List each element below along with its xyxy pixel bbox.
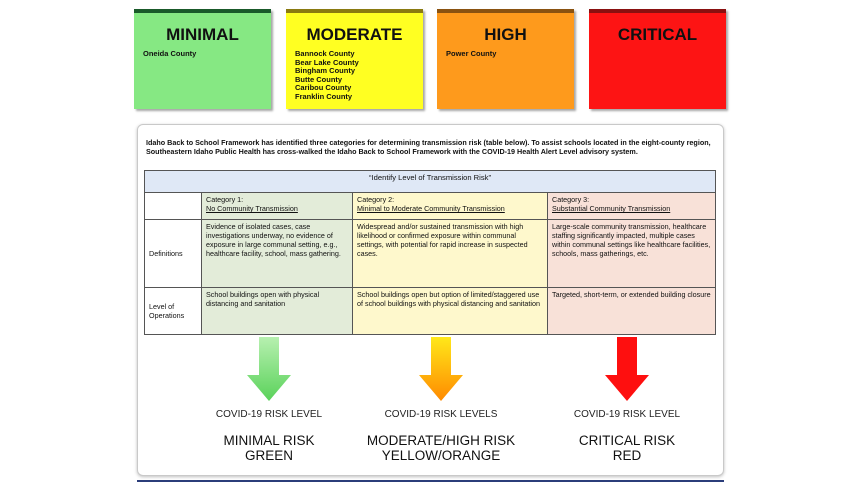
risk-level-label: COVID-19 RISK LEVELS xyxy=(384,409,498,420)
county-name: Franklin County xyxy=(295,91,353,101)
category-label: Category 3: xyxy=(552,195,590,204)
county-list xyxy=(446,50,574,59)
category-label: Category 1: xyxy=(206,195,244,204)
card-top-bar xyxy=(134,9,271,13)
row-label-operations: Level of Operations xyxy=(145,288,202,335)
footer-divider xyxy=(137,480,724,482)
card-minimal xyxy=(134,9,271,109)
county-name: Bear Lake County xyxy=(295,57,359,67)
card-critical xyxy=(589,9,726,109)
risk-name: MINIMAL RISK xyxy=(223,433,315,448)
county-name: Butte County xyxy=(295,74,343,84)
risk-level-label: COVID-19 RISK LEVEL xyxy=(215,409,323,420)
row-label-definitions: Definitions xyxy=(145,220,202,288)
table-cell: School buildings open with physical distancing and sanitation xyxy=(202,288,353,335)
table-header: “Identify Level of Transmission Risk” xyxy=(145,171,716,193)
category-name: No Community Transmission xyxy=(206,204,298,213)
intro-text: Idaho Back to School Framework has identified three categories for determining transmission risk (table below). To assist schools located in the eight-county region, Southeastern Idaho Public Health has cross-walked the Idaho Back to School Framework with the COVID-19 Health Alert Level advisory system. xyxy=(146,138,711,156)
risk-color: YELLOW/ORANGE xyxy=(381,448,501,463)
category-1-cell xyxy=(202,193,353,220)
county-name: Bingham County xyxy=(295,66,355,76)
card-title: HIGH xyxy=(484,25,527,44)
category-name: Minimal to Moderate Community Transmission xyxy=(357,204,505,213)
risk-name: MODERATE/HIGH RISK xyxy=(366,433,516,448)
framework-panel xyxy=(137,124,724,476)
county-name: Bannock County xyxy=(295,49,355,58)
risk-level-minimal xyxy=(174,433,364,463)
card-top-bar xyxy=(437,9,574,13)
table-cell: School buildings open but option of limited/staggered use of school buildings with physical distancing and sanitation xyxy=(353,288,548,335)
card-high xyxy=(437,9,574,109)
risk-level-label: COVID-19 RISK LEVEL xyxy=(573,409,681,420)
county-list xyxy=(295,50,423,102)
table-cell: Targeted, short-term, or extended building closure xyxy=(548,288,716,335)
category-2-cell xyxy=(353,193,548,220)
risk-name: CRITICAL RISK xyxy=(578,433,676,448)
card-top-bar xyxy=(286,9,423,13)
card-title: MINIMAL xyxy=(166,25,239,44)
yellow-orange-down-arrow-icon xyxy=(419,337,463,401)
table-cell: Large-scale community transmission, healthcare staffing significantly impacted, multiple cases within communal settings like healthcare facilities, schools, mass gatherings, etc. xyxy=(548,220,716,288)
card-top-bar xyxy=(589,9,726,13)
card-title: CRITICAL xyxy=(617,25,698,44)
category-3-cell xyxy=(548,193,716,220)
red-down-arrow-icon xyxy=(605,337,649,401)
county-name: Power County xyxy=(446,49,497,58)
card-title: MODERATE xyxy=(306,25,403,44)
green-down-arrow-icon xyxy=(247,337,291,401)
category-label: Category 2: xyxy=(357,195,395,204)
card-moderate xyxy=(286,9,423,109)
risk-level-critical xyxy=(532,433,722,463)
county-name: Oneida County xyxy=(143,49,197,58)
table-cell: Evidence of isolated cases, case investigations underway, no evidence of exposure in large communal setting, e.g., healthcare facility, school, mass gathering. xyxy=(202,220,353,288)
risk-color: GREEN xyxy=(244,448,293,463)
risk-color: RED xyxy=(612,448,642,463)
category-name: Substantial Community Transmission xyxy=(552,204,671,213)
empty-corner-cell xyxy=(145,193,202,220)
county-list xyxy=(143,50,271,59)
risk-level-moderate-high xyxy=(346,433,536,463)
county-name: Caribou County xyxy=(295,83,352,93)
table-cell: Widespread and/or sustained transmission with high likelihood or confirmed exposure within communal settings, with potential for rapid increase in suspected cases. xyxy=(353,220,548,288)
transmission-risk-table xyxy=(144,170,716,335)
